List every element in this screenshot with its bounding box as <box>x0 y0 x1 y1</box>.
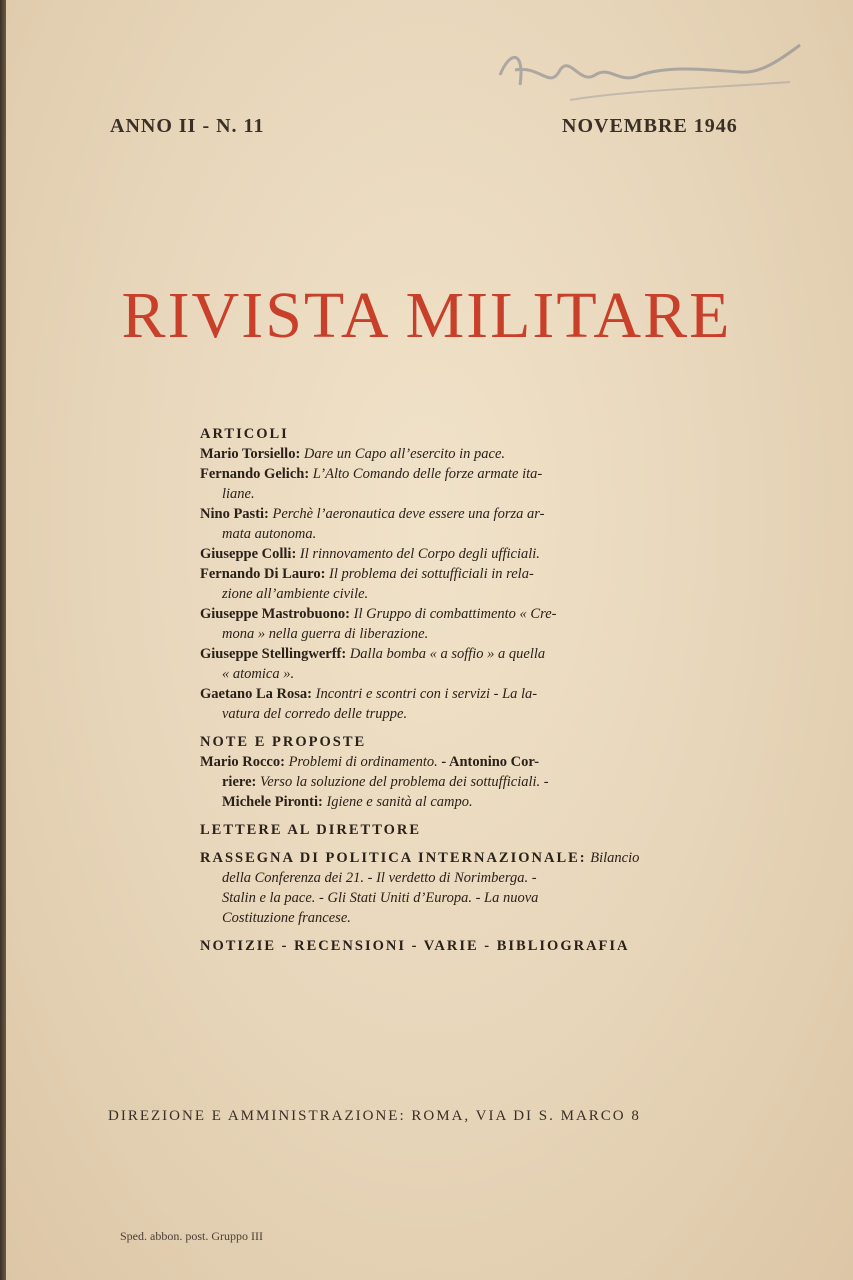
note-line: Michele Pironti: Igiene e sanità al campo. <box>222 794 473 810</box>
article-title: Il Gruppo di combattimento « Cre- <box>353 606 557 622</box>
article-author: Mario Torsiello: <box>200 446 301 462</box>
rassegna-line: Costituzione francese. <box>222 910 351 926</box>
article-author: Giuseppe Colli: <box>200 546 297 562</box>
article-author: Nino Pasti: <box>200 506 269 522</box>
article-title-continued: « atomica ». <box>222 666 295 682</box>
issue-date: NOVEMBRE 1946 <box>562 115 738 137</box>
article-entry <box>200 684 640 704</box>
article-title-continued: liane. <box>222 486 255 502</box>
article-entry <box>200 544 640 564</box>
note-line: riere: Verso la soluzione del problema dei sottufficiali. - <box>222 774 549 790</box>
rassegna-line: RASSEGNA DI POLITICA INTERNAZIONALE: Bilancio <box>200 850 640 866</box>
article-title: Dalla bomba « a soffio » a quella <box>349 646 546 662</box>
article-author: Giuseppe Stellingwerff: <box>200 646 347 662</box>
article-entry <box>200 464 640 484</box>
rassegna-line: della Conferenza dei 21. - Il verdetto di Norimberga. - <box>222 870 537 886</box>
article-title: Incontri e scontri con i servizi - La la- <box>315 686 538 702</box>
article-author: Fernando Gelich: <box>200 466 310 482</box>
magazine-title: RIVISTA MILITARE <box>121 279 732 352</box>
article-author: Giuseppe Mastrobuono: <box>200 606 350 622</box>
article-title-continued: zione all’ambiente civile. <box>222 586 369 602</box>
article-title: Il problema dei sottufficiali in rela- <box>329 566 534 582</box>
article-title: L’Alto Comando delle forze armate ita- <box>312 466 543 482</box>
section-heading-articoli: ARTICOLI <box>200 426 289 442</box>
article-title: Perchè l’aeronautica deve essere una forza ar- <box>272 506 545 522</box>
section-heading-notizie: NOTIZIE - RECENSIONI - VARIE - BIBLIOGRAFIA <box>200 938 630 954</box>
table-of-contents <box>200 424 640 956</box>
spine-edge <box>0 0 6 1280</box>
article-author: Gaetano La Rosa: <box>200 686 312 702</box>
articoli-list <box>200 444 640 724</box>
article-entry <box>200 644 640 664</box>
publisher-address: DIREZIONE E AMMINISTRAZIONE: ROMA, VIA DI S. MARCO 8 <box>108 1108 641 1124</box>
note-line: Mario Rocco: Problemi di ordinamento. - Antonino Cor- <box>200 754 540 770</box>
article-entry <box>200 444 640 464</box>
article-title-continued: mata autonoma. <box>222 526 317 542</box>
article-entry <box>200 504 640 524</box>
article-author: Fernando Di Lauro: <box>200 566 326 582</box>
article-title-continued: vatura del corredo delle truppe. <box>222 706 408 722</box>
article-title-continued: mona » nella guerra di liberazione. <box>222 626 429 642</box>
article-title: Il rinnovamento del Corpo degli ufficiali. <box>299 546 540 562</box>
article-title: Dare un Capo all’esercito in pace. <box>303 446 506 462</box>
issue-number: ANNO II - N. 11 <box>110 115 265 137</box>
section-heading-note: NOTE E PROPOSTE <box>200 734 367 750</box>
article-entry <box>200 604 640 624</box>
handwritten-signature <box>480 30 810 120</box>
article-entry <box>200 564 640 584</box>
postal-note: Sped. abbon. post. Gruppo III <box>120 1229 263 1243</box>
section-heading-lettere: LETTERE AL DIRETTORE <box>200 822 422 838</box>
rassegna-line: Stalin e la pace. - Gli Stati Uniti d’Europa. - La nuova <box>222 890 539 906</box>
